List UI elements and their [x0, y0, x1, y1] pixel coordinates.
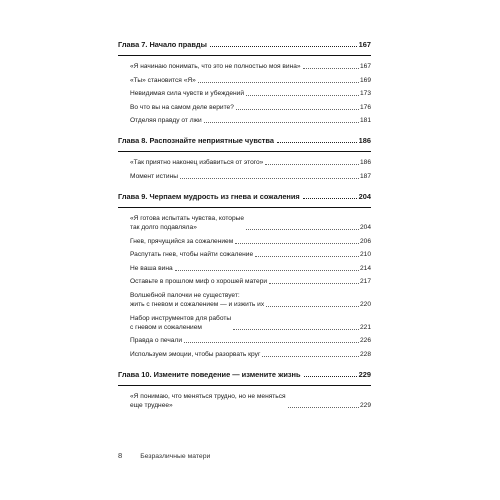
toc-entry: [130, 250, 371, 259]
toc-entry: [130, 350, 371, 359]
dot-leader: [303, 198, 357, 199]
entry-title: «Я понимаю, что меняться трудно, но не меняться еще труднее»: [130, 392, 286, 409]
toc-chapter: [118, 135, 371, 181]
dot-leader: [184, 342, 359, 343]
toc-entry: [130, 214, 371, 232]
toc-entry: [130, 172, 371, 181]
entry-title: Невидимая сила чувств и убеждений: [130, 90, 245, 98]
toc-entry: [130, 277, 371, 286]
toc-chapter: [118, 191, 371, 359]
entry-title: Гнев, прячущийся за сожалением: [130, 237, 234, 245]
page-footer: [118, 451, 210, 460]
chapter-title: Глава 9. Черпаем мудрость из гнева и сожаления: [118, 191, 300, 201]
chapter-heading: [118, 39, 371, 56]
dot-leader: [303, 68, 359, 69]
entry-page: 186: [359, 159, 371, 167]
dot-leader: [210, 46, 357, 47]
dot-leader: [198, 82, 359, 83]
entry-title: Отделяя правду от лжи: [130, 117, 202, 125]
entry-page: 204: [359, 223, 371, 231]
chapter-page: 204: [358, 191, 371, 201]
chapter-entries: [118, 152, 371, 181]
chapter-page: 229: [358, 369, 371, 379]
chapter-entries: [118, 386, 371, 410]
entry-page: 187: [359, 172, 371, 180]
dot-leader: [204, 122, 359, 123]
entry-title: Набор инструментов для работы с гневом и сожалением: [130, 314, 232, 331]
entry-title: «Я готова испытать чувства, которые так долго подавляла»: [130, 214, 245, 231]
toc-entry: [130, 62, 371, 71]
table-of-contents: [118, 39, 371, 420]
entry-page: 217: [359, 278, 371, 286]
entry-page: 169: [359, 76, 371, 84]
entry-page: 229: [359, 401, 371, 409]
entry-page: 221: [359, 323, 371, 331]
dot-leader: [269, 283, 359, 284]
page-number: 8: [118, 451, 123, 460]
entry-title: Не ваша вина: [130, 264, 173, 272]
chapter-entries: [118, 208, 371, 359]
chapter-page: 167: [358, 40, 371, 49]
toc-entry: [130, 237, 371, 246]
chapter-heading: [118, 191, 371, 208]
entry-title: Используем эмоции, чтобы разорвать круг: [130, 350, 261, 358]
entry-page: 176: [359, 103, 371, 111]
dot-leader: [233, 329, 359, 330]
entry-title: Распутать гнев, чтобы найти сожаление: [130, 251, 254, 259]
entry-title: «Ты» становится «Я»: [130, 76, 196, 84]
toc-entry: [130, 89, 371, 98]
chapter-heading: [118, 369, 371, 386]
chapter-entries: [118, 56, 371, 125]
toc-entry: [130, 314, 371, 332]
entry-page: 226: [359, 337, 371, 345]
entry-title: Момент истины: [130, 172, 178, 180]
toc-entry: [130, 76, 371, 85]
entry-title: Правда о печали: [130, 337, 182, 345]
chapter-title: Глава 8. Распознайте неприятные чувства: [118, 136, 274, 146]
dot-leader: [246, 229, 359, 230]
dot-leader: [180, 178, 359, 179]
dot-leader: [265, 164, 359, 165]
dot-leader: [255, 256, 359, 257]
toc-entry: [130, 103, 371, 112]
dot-leader: [277, 142, 357, 143]
entry-page: 210: [359, 251, 371, 259]
dot-leader: [235, 243, 359, 244]
toc-entry: [130, 158, 371, 167]
toc-entry: [130, 392, 371, 410]
toc-entry: [130, 336, 371, 345]
dot-leader: [304, 376, 357, 377]
chapter-heading: [118, 135, 371, 152]
dot-leader: [175, 270, 359, 271]
chapter-title: Глава 10. Измените поведение — измените жизнь: [118, 369, 301, 379]
entry-page: 228: [359, 350, 371, 358]
chapter-page: 186: [358, 136, 371, 146]
entry-title: «Так приятно наконец избавиться от этого»: [130, 159, 264, 167]
entry-page: 173: [359, 90, 371, 98]
dot-leader: [236, 109, 359, 110]
running-title: Безразличные матери: [140, 453, 211, 460]
chapter-title: Глава 7. Начало правды: [118, 40, 207, 49]
dot-leader: [266, 306, 359, 307]
toc-entry: [130, 264, 371, 273]
dot-leader: [288, 407, 359, 408]
entry-page: 220: [359, 300, 371, 308]
entry-page: 206: [359, 237, 371, 245]
entry-title: «Я начинаю понимать, что это не полностью моя вина»: [130, 63, 301, 70]
entry-title: Волшебной палочки не существует: жить с гневом и сожалением — и изжить их: [130, 291, 265, 308]
dot-leader: [246, 95, 359, 96]
entry-page: 181: [359, 117, 371, 125]
toc-chapter: [118, 39, 371, 125]
entry-title: Во что вы на самом деле верите?: [130, 103, 234, 111]
dot-leader: [262, 356, 359, 357]
entry-page: 167: [359, 63, 371, 70]
toc-entry: [130, 116, 371, 125]
toc-chapter: [118, 369, 371, 410]
toc-entry: [130, 291, 371, 309]
entry-title: Оставьте в прошлом миф о хорошей матери: [130, 278, 268, 286]
entry-page: 214: [359, 264, 371, 272]
